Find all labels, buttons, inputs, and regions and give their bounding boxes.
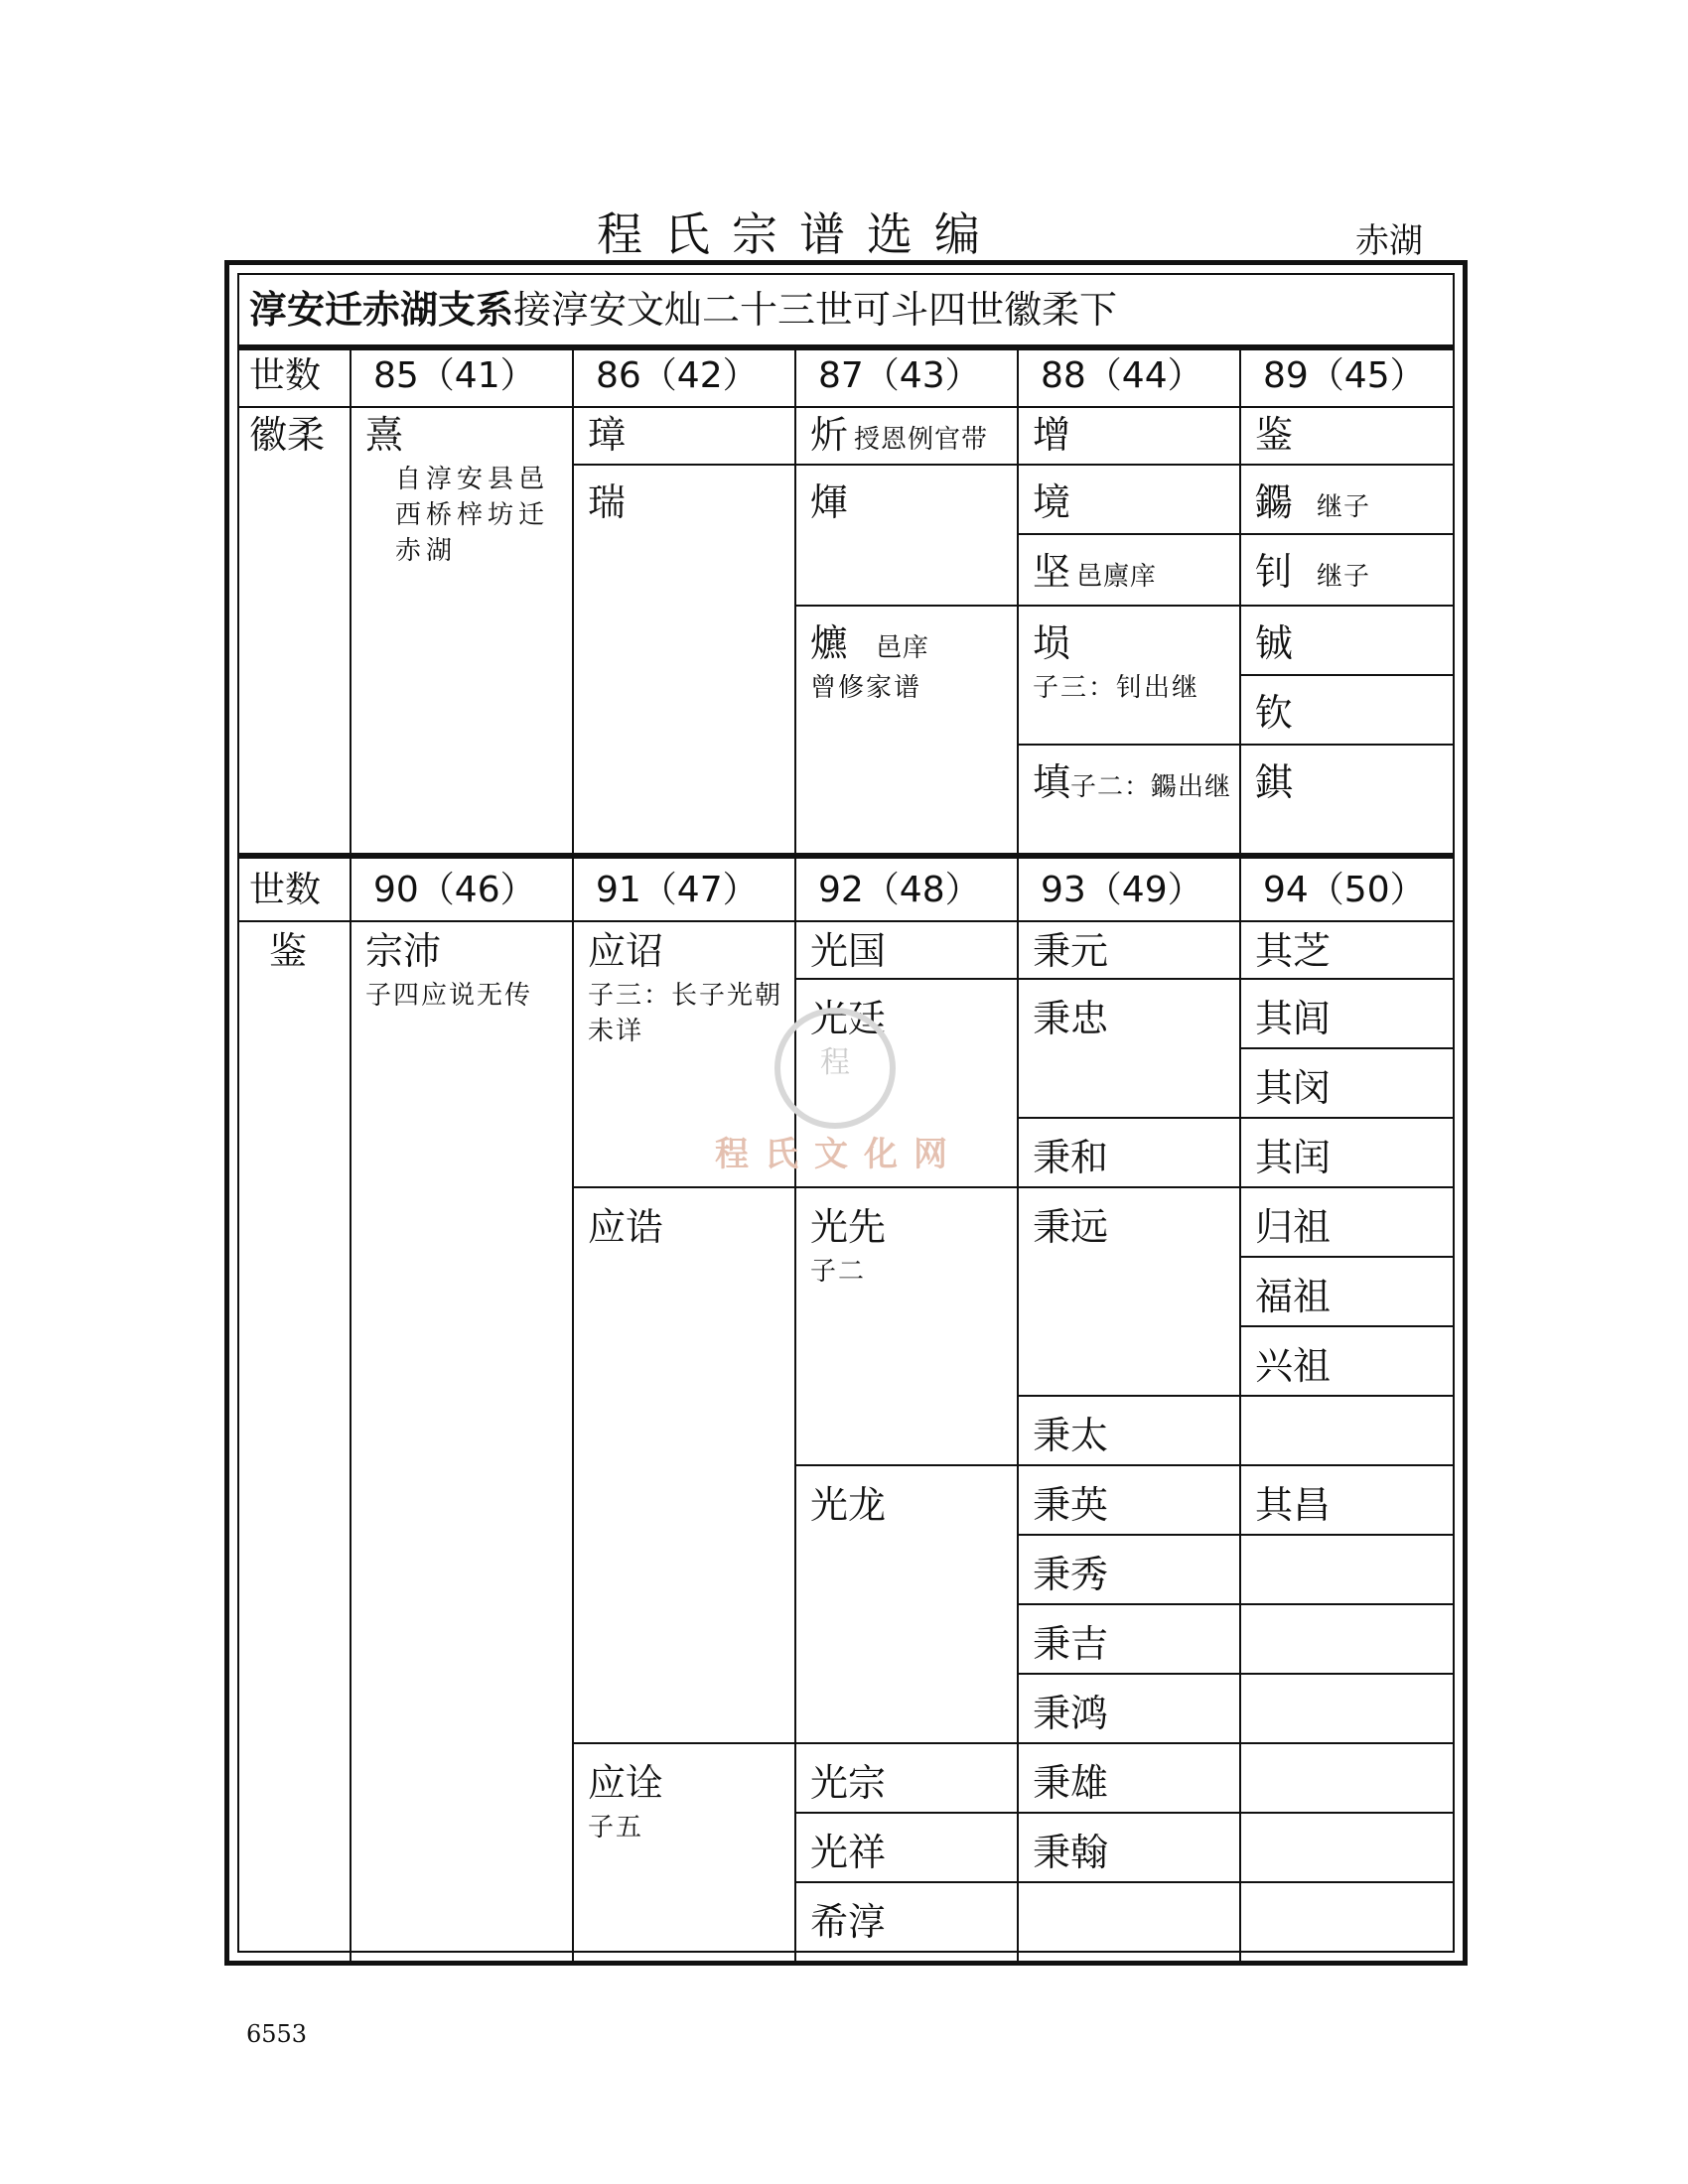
column-divider — [350, 350, 352, 1961]
person-cell — [1019, 1692, 1239, 1735]
person-name: 煇 — [810, 480, 849, 524]
branch-lineage: 接淳安文灿二十三世可斗四世徽柔下 — [513, 288, 1118, 332]
person-name: 秉和 — [1033, 1136, 1109, 1179]
person-cell — [352, 929, 572, 1014]
person-name: 增 — [1033, 413, 1071, 457]
person-name: 填 — [1033, 760, 1071, 804]
person-name: 爊 — [810, 621, 849, 665]
person-cell — [796, 1831, 1017, 1874]
person-name: 秉鸿 — [1033, 1692, 1109, 1735]
person-cell — [1019, 929, 1239, 973]
person-cell — [796, 480, 1017, 524]
person-cell — [1241, 1136, 1462, 1179]
row-divider — [1239, 1256, 1453, 1258]
person-note: 曾修家谱 — [810, 673, 922, 703]
person-cell — [1241, 550, 1462, 594]
row-divider — [1017, 1395, 1453, 1397]
root-ancestor: 徽柔 — [249, 413, 326, 457]
row-divider — [1017, 533, 1453, 535]
row-divider — [1017, 1117, 1453, 1119]
person-name: 光宗 — [810, 1761, 887, 1805]
person-cell — [1019, 760, 1239, 809]
person-name: 錤 — [1255, 760, 1294, 804]
person-cell — [1019, 1483, 1239, 1527]
person-name: 鐊 — [1255, 480, 1294, 524]
person-cell — [796, 621, 1017, 706]
person-cell — [574, 1205, 794, 1249]
person-cell — [796, 1761, 1017, 1805]
column-divider — [572, 350, 574, 1961]
row-divider — [1239, 674, 1453, 676]
person-name: 光廷 — [810, 997, 887, 1040]
person-cell — [1241, 997, 1462, 1040]
gen-header-93: 93（49） — [1041, 870, 1203, 910]
person-name: 瑞 — [588, 480, 627, 524]
row-divider — [1017, 1534, 1453, 1536]
page-title: 程氏宗谱选编 — [597, 207, 1002, 261]
person-name: 福祖 — [1255, 1275, 1332, 1318]
person-cell — [1241, 1205, 1462, 1249]
person-note: 自淳安县邑西桥梓坊迁赤湖 — [395, 465, 550, 566]
row-divider — [239, 920, 1453, 922]
person-cell — [796, 929, 1017, 973]
person-cell — [1019, 1414, 1239, 1457]
person-cell — [1019, 1761, 1239, 1805]
person-cell — [796, 413, 1017, 457]
person-name: 钦 — [1255, 691, 1294, 735]
person-name: 其闾 — [1255, 997, 1332, 1040]
person-cell — [574, 929, 794, 1049]
person-cell — [574, 413, 794, 457]
row-divider — [1017, 1603, 1453, 1605]
person-note: 子二 — [810, 1257, 867, 1287]
person-name: 其闵 — [1255, 1066, 1332, 1110]
person-note: 继子 — [1317, 562, 1371, 592]
person-name: 秉远 — [1033, 1205, 1109, 1249]
person-cell — [1241, 1344, 1462, 1388]
branch-name: 淳安迁赤湖支系 — [249, 288, 514, 332]
row-divider — [239, 406, 1453, 408]
person-name: 秉太 — [1033, 1414, 1109, 1457]
row-divider — [1239, 1047, 1453, 1049]
person-cell — [1241, 691, 1462, 735]
person-cell — [574, 480, 794, 524]
row-divider — [1017, 1673, 1453, 1675]
person-cell — [1241, 929, 1462, 973]
person-name: 璋 — [588, 413, 627, 457]
person-cell — [1241, 1483, 1462, 1527]
person-name: 光先 — [810, 1205, 887, 1249]
person-cell — [352, 413, 572, 569]
gen-label: 世数 — [249, 870, 322, 910]
person-name: 应诏 — [588, 929, 664, 973]
person-cell — [1019, 1831, 1239, 1874]
person-note: 邑庠 — [876, 633, 930, 663]
gen-header-88: 88（44） — [1041, 355, 1203, 396]
person-name: 秉雄 — [1033, 1761, 1109, 1805]
person-cell — [1241, 621, 1462, 665]
person-cell — [574, 1761, 794, 1845]
person-cell — [796, 1900, 1017, 1944]
watermark-text: 程氏文化网 — [715, 1135, 963, 1174]
person-name: 其芝 — [1255, 929, 1332, 973]
person-name: 其昌 — [1255, 1483, 1332, 1527]
row-divider — [572, 1186, 1453, 1188]
person-cell — [1019, 480, 1239, 524]
person-name: 宗沛 — [365, 929, 442, 973]
person-name: 境 — [1033, 480, 1071, 524]
person-cell — [1241, 1275, 1462, 1318]
block-separator — [239, 853, 1453, 859]
gen-label: 世数 — [249, 355, 322, 396]
person-cell — [1019, 550, 1239, 594]
person-cell — [1019, 413, 1239, 457]
person-name: 光国 — [810, 929, 887, 973]
person-note: 邑廪庠 — [1076, 562, 1158, 592]
gen-header-89: 89（45） — [1263, 355, 1426, 396]
row-divider — [1017, 744, 1453, 746]
person-name: 应诰 — [588, 1205, 664, 1249]
row-divider — [794, 1812, 1453, 1814]
person-cell — [796, 1483, 1017, 1527]
person-note: 子五 — [588, 1813, 644, 1843]
person-cell — [1019, 997, 1239, 1040]
person-note: 子二：鐊出继 — [1070, 772, 1232, 802]
gen-header-86: 86（42） — [596, 355, 759, 396]
row-divider — [794, 1464, 1453, 1466]
person-cell — [1019, 1205, 1239, 1249]
person-cell — [1019, 621, 1239, 706]
person-name: 秉吉 — [1033, 1622, 1109, 1666]
row-divider — [572, 464, 1453, 466]
person-name: 应诠 — [588, 1761, 664, 1805]
person-cell — [1019, 1622, 1239, 1666]
person-name: 鉴 — [1255, 413, 1294, 457]
person-note: 授恩例官带 — [854, 425, 989, 455]
person-note: 子三：钊出继 — [1033, 673, 1200, 703]
person-cell — [1019, 1553, 1239, 1596]
person-name: 熹 — [365, 413, 404, 457]
branch-header — [239, 275, 1453, 350]
person-name: 钊 — [1255, 550, 1294, 594]
person-name: 埙 — [1033, 621, 1071, 665]
gen-header-85: 85（41） — [373, 355, 536, 396]
person-name: 归祖 — [1255, 1205, 1332, 1249]
person-cell — [1241, 480, 1462, 524]
watermark-seal: 程 — [774, 1008, 896, 1129]
root-ancestor: 鉴 — [269, 929, 308, 973]
person-note: 继子 — [1317, 492, 1371, 522]
row-divider — [794, 605, 1453, 607]
person-name: 兴祖 — [1255, 1344, 1332, 1388]
person-name: 光祥 — [810, 1831, 887, 1874]
gen-header-91: 91（47） — [596, 870, 759, 910]
person-name: 秉秀 — [1033, 1553, 1109, 1596]
person-name: 坚 — [1033, 550, 1071, 594]
person-note: 子三：长子光朝未详 — [588, 981, 783, 1046]
row-divider — [572, 1742, 1453, 1744]
person-note: 子四应说无传 — [365, 981, 533, 1011]
gen-header-92: 92（48） — [818, 870, 981, 910]
gen-header-87: 87（43） — [818, 355, 981, 396]
row-divider — [794, 1881, 1453, 1883]
person-name: 秉忠 — [1033, 997, 1109, 1040]
person-cell — [796, 1205, 1017, 1290]
person-name: 铖 — [1255, 621, 1294, 665]
person-name: 其闰 — [1255, 1136, 1332, 1179]
person-name: 炘 — [810, 413, 849, 457]
gen-header-94: 94（50） — [1263, 870, 1426, 910]
person-name: 希淳 — [810, 1900, 887, 1944]
row-divider — [1239, 1325, 1453, 1327]
person-cell — [1241, 1066, 1462, 1110]
branch-place-label: 赤湖 — [1355, 221, 1423, 261]
person-name: 秉翰 — [1033, 1831, 1109, 1874]
gen-header-90: 90（46） — [373, 870, 536, 910]
person-cell — [1241, 413, 1462, 457]
row-divider — [794, 978, 1453, 980]
page-number: 6553 — [246, 2020, 308, 2048]
person-name: 秉英 — [1033, 1483, 1109, 1527]
person-name: 光龙 — [810, 1483, 887, 1527]
person-cell — [1241, 760, 1462, 804]
person-name: 秉元 — [1033, 929, 1109, 973]
person-cell — [1019, 1136, 1239, 1179]
